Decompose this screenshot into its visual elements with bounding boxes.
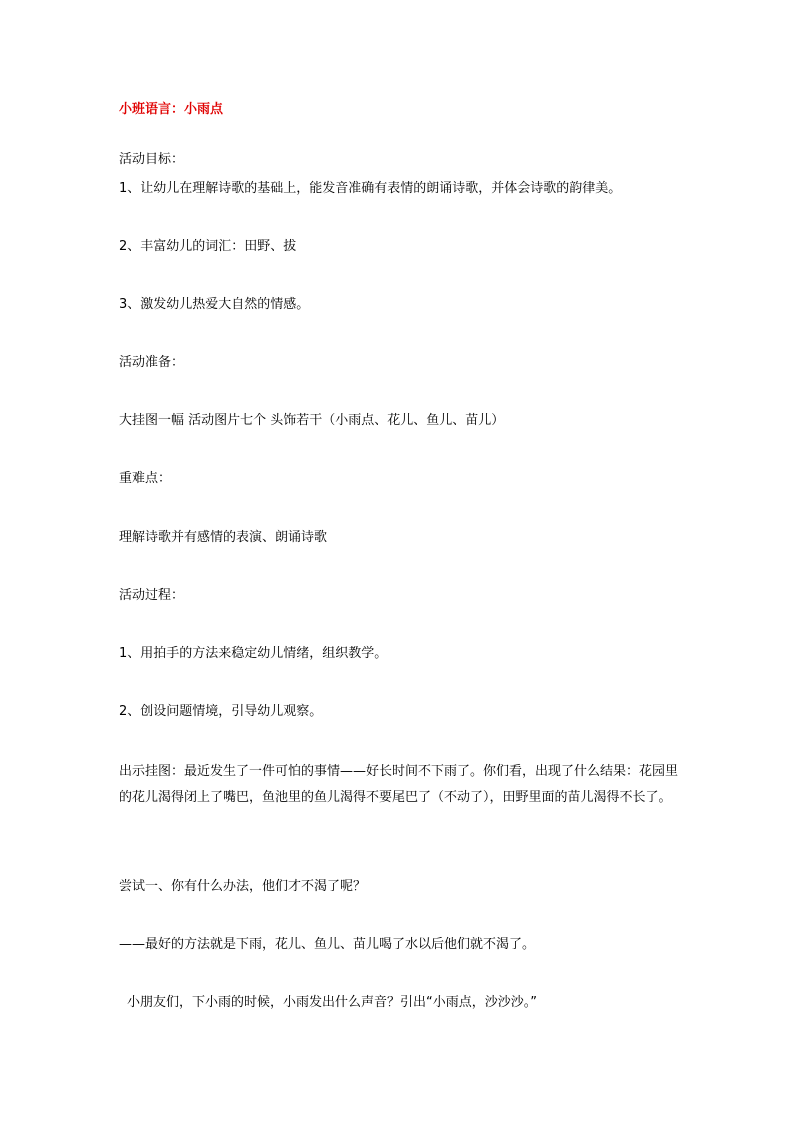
process-step-1: 1、用拍手的方法来稳定幼儿情绪，组织教学。 [119,646,388,661]
section-heading-objectives: 活动目标： [119,152,185,167]
rain-sound-prompt: 小朋友们，下小雨的时候，小雨发出什么声音？引出“小雨点，沙沙沙。” [127,995,537,1010]
document-title: 小班语言：小雨点 [119,102,224,117]
objective-item-1: 1、让幼儿在理解诗歌的基础上，能发音准确有表情的朗诵诗歌，并体会诗歌的韵律美。 [119,181,622,196]
attempt-question: 尝试一、你有什么办法，他们才不渴了呢？ [119,879,367,894]
key-points-text: 理解诗歌并有感情的表演、朗诵诗歌 [119,530,328,545]
objective-item-2: 2、丰富幼儿的词汇：田野、拔 [119,239,297,254]
objective-item-3: 3、激发幼儿热爱大自然的情感。 [119,297,310,312]
section-heading-key-points: 重难点： [119,471,172,486]
section-heading-preparation: 活动准备： [119,355,185,370]
preparation-materials: 大挂图一幅 活动图片七个 头饰若干（小雨点、花儿、鱼儿、苗儿） [119,413,505,428]
show-picture-paragraph: 出示挂图：最近发生了一件可怕的事情——好长时间不下雨了。你们看，出现了什么结果：花园里的花儿渴得闭上了嘴巴，鱼池里的鱼儿渴得不要尾巴了（不动了），田野里面的苗儿渴得不长了。 [119,764,679,805]
best-method-answer: ——最好的方法就是下雨，花儿、鱼儿、苗儿喝了水以后他们就不渴了。 [119,937,536,952]
section-heading-process: 活动过程： [119,588,185,603]
process-step-2: 2、创设问题情境，引导幼儿观察。 [119,704,323,719]
